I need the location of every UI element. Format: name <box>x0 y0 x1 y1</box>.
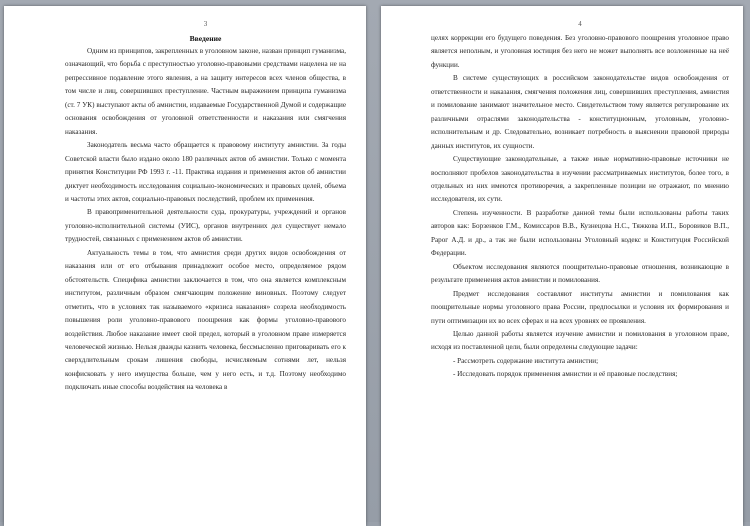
list-item: - Исследовать порядок применения амнистии и её правовые последствия; <box>453 370 678 379</box>
document-page-3 <box>4 6 366 526</box>
paragraph: Законодатель весьма часто обращается к правовому институту амнистии. За годы Советской власти было издано около 180 различных актов об амнистии. Только с момента принятия Конституции РФ 1993 г. -11. Практика издания и применения актов об амнистии диктует необходимость исследования социально-экономических и правовых целей, объема и частоты этих актов, социально-правовых последствий, проблем их применения. <box>65 141 346 203</box>
paragraph: Объектом исследования являются поощрительно-правовые отношения, возникающие в результате применения актов амнистии и помилования. <box>431 262 729 285</box>
paragraph: Актуальность темы в том, что амнистия среди других видов освобождения от наказания или от его отбывания принадлежит особое место, определяемое рядом обстоятельств. Специфика амнистии заключается в том, что она является комплексным институтом, различным образом смягчающим положение виновных. Поэтому следует отметить, что в условиях так называемого «кризиса наказания» созрела необходимость повышения роли уголовно-правового поощрения как формы уголовно-правового воздействия. Любое наказание имеет свой предел, который в уголовном праве измеряется человеческой жизнью. Нельзя дважды казнить человека, бессмысленно приговаривать его к сверхдлительным срокам лишения свободы, исчисляемым сотнями лет, нельзя конфисковать у него имущества больше, чем у него есть, и т.д. Поэтому необходимо подключать иные способы воздействия на человека в <box>65 248 346 392</box>
page-number: 4 <box>578 20 582 28</box>
paragraph-continuation: целях коррекции его будущего поведения. Без уголовно-правового поощрения уголовное право является неполным, и уголовная юстиция без него не может выполнять все возложенные на неё функции. <box>431 34 729 69</box>
document-page-4 <box>381 6 743 526</box>
paragraph: Целью данной работы является изучение амнистии и помилования в уголовном праве, исходя из поставленной цели, были определены следующие задачи: <box>431 329 729 352</box>
paragraph: Предмет исследования составляют институты амнистии и помилования как поощрительные нормы уголовного права России, предпосылки и условия их формирования и пути оптимизации их во всех сферах и на всех уровнях ее проявления. <box>431 289 729 325</box>
paragraph: Степень изученности. В разработке данной темы были использованы работы таких авторов как: Борзенков Г.М., Комиссаров В.В., Кузнецова Н.С., Тяжкова И.П., Боровиков В.П., Рарог А.Д. и др., а так же были использованы Уголовный кодекс и Конституция Российской Федерации. <box>431 208 729 258</box>
list-item: - Рассмотреть содержание института амнистии; <box>453 356 599 365</box>
section-heading: Введение <box>189 34 222 43</box>
page-number: 3 <box>203 20 208 28</box>
paragraph: Существующие законодательные, а также иные нормативно-правовые источники не восполняют пробелов законодательства в изучении рассматриваемых институтов, более того, в отдельных из них имеются противоречия, а закрепленные позиции не отражают, по мнению исследователя, их сути. <box>431 155 729 204</box>
paragraph: В системе существующих в российском законодательстве видов освобождения от ответственности и наказания, смягчения положения лиц, совершивших преступления, амнистия и помилование занимают значительное место. Свидетельством тому является регулирование их различными отраслями законодательства - конституционным, уголовным, уголовно-исполнительным и др. Следовательно, возникает потребность в выяснении правовой природы данных институтов, их сущности. <box>431 74 729 150</box>
paragraph: В правоприменительной деятельности суда, прокуратуры, учреждений и органов уголовно-исполнительной системы (УИС), органов внутренних дел существует немало трудностей, связанных с применением актов об амнистии. <box>65 208 346 244</box>
paragraph: Одним из принципов, закрепленных в уголовном законе, назван принцип гуманизма, означающий, что борьба с преступностью уголовно-правовыми средствами нацелена не на репрессивное подавление этого явления, а на защиту интересов всех членов общества, в том числе и лиц, совершивших преступление. Частным выражением принципа гуманизма (ст. 7 УК) выступают акты об амнистии, издаваемые Государственной Думой и содержащие основания освобождения от уголовной ответственности и наказания или смягчения наказания. <box>65 47 346 136</box>
